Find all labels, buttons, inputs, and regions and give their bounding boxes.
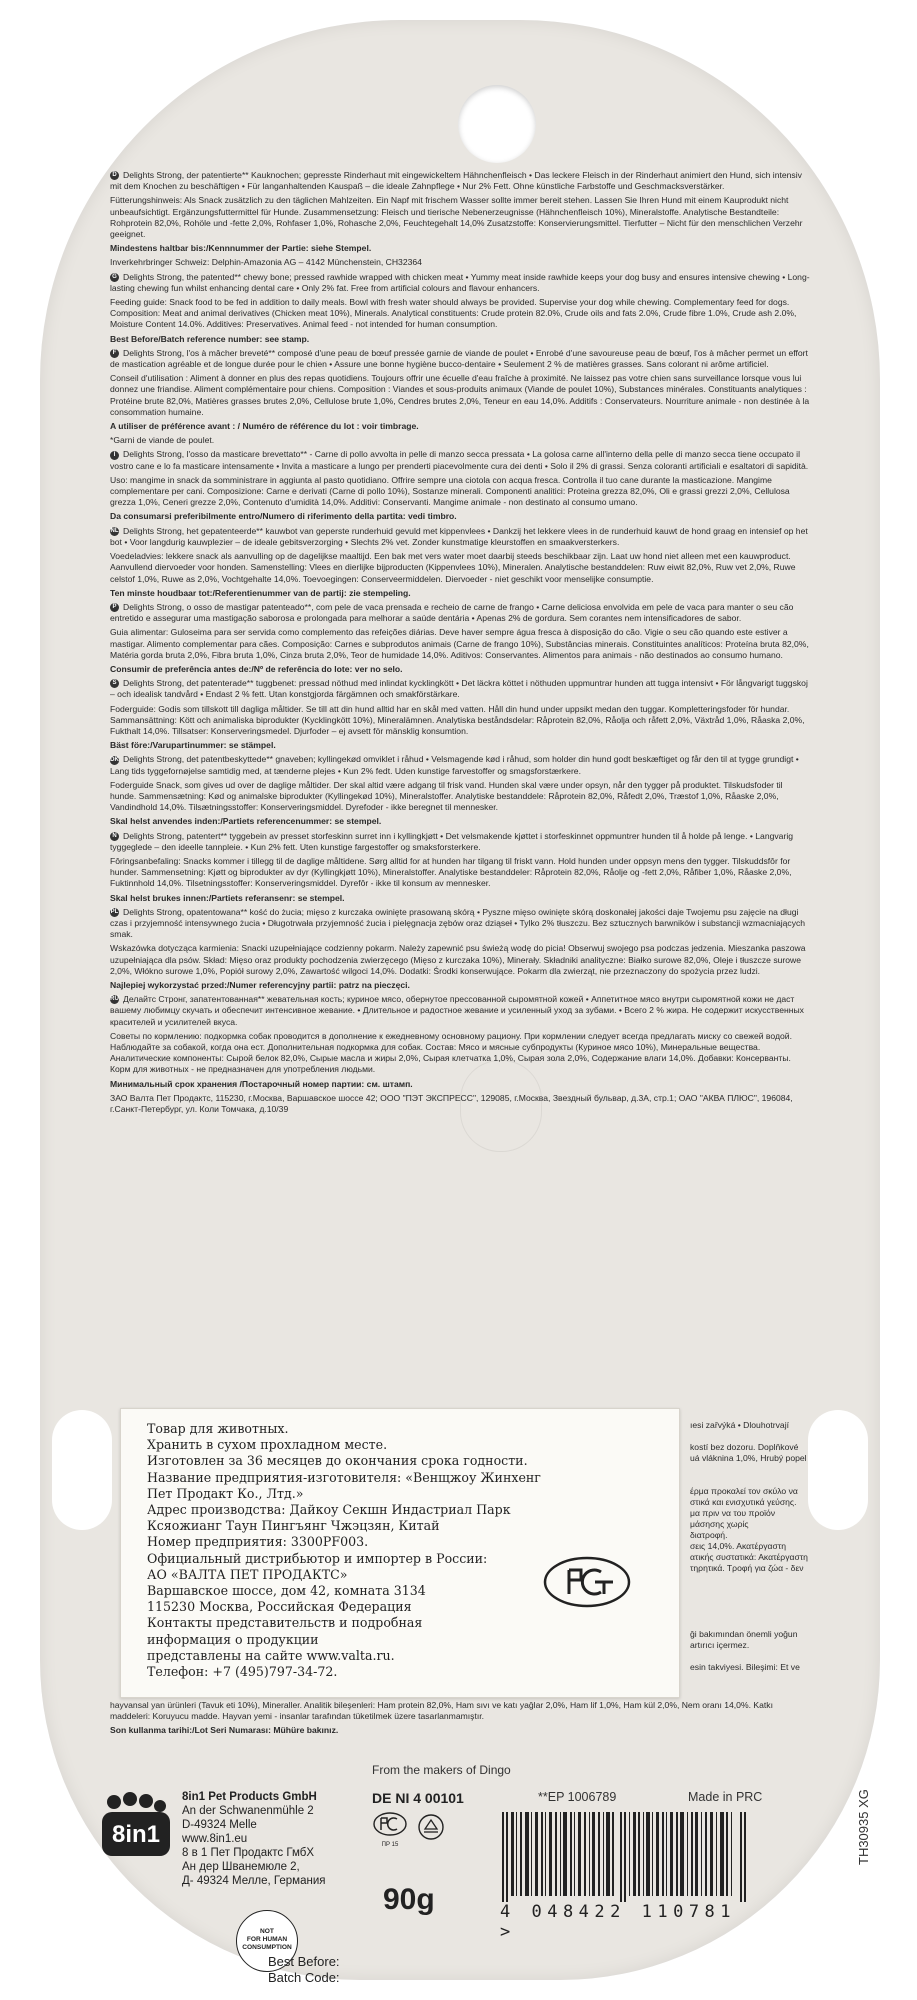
recycle-icon: [416, 1812, 446, 1842]
sticker-line: Адрес производства: Дайкоу Секшн Индастриал Парк: [147, 1502, 511, 1518]
de-intro: D Delights Strong, der patentierte** Kauknochen; gepresste Rinderhaut mit eingewickeltem Hähnchenfleisch • Das leckere Fleisch in der Rinderhaut animiert den Hund, sich intensiv mit dem Knochen zu beschäftigen • Für langanhaltenden Kauspaß – die ideale Zahnpflege • Nur 2% Fett. Ohne künstliche Farbstoffe und Geschmacksverstärker.: [110, 170, 802, 192]
brand-logo-icon: [100, 1792, 172, 1858]
partial-line: διατροφή.: [690, 1530, 728, 1540]
en-feeding: Feeding guide: Snack food to be fed in addition to daily meals. Bowl with fresh water should always be provided. Supervise your dog while chewing. Complementary feed for dogs. Composition: Meat and animal derivatives (Chicken meat 10%), Minerals. Analytical constituents: Crude protein 82.0%, Crude oils and fats 2.0%, Crude fibre 1.0%, Crude ash 2.0%, Moisture Content 14.0%. Additives: Preservatives. Animal feed - not intended for human consumption.: [110, 297, 797, 330]
country-of-origin: Made in PRC: [688, 1790, 763, 1804]
pl-feeding: Wskazówka dotycząca karmienia: Snacki uzupełniające codzienny pokarm. Należy zapewnić psu świeżą wodę do picia! Obserwuj swojego psa podczas jedzenia. Mieszanka paszowa uzupełniająca dla psów. Skład: Mięso oraz produkty pochodzenia zwierzęcego (Mięso z kurczaka 10%), Minerały. Składniki analityczne: Białko surowe 82,0%, Oleje i tłuszcze surowe 2,0%, Włókno surowe 1,0%, Popiół surowy 2,0%, Zawartość wilgoci 14,0%. Dodatki: Środki konserwujące. Pokarm dla zwierząt, nie przeznaczony do spożycia przez ludzi.: [110, 943, 806, 976]
badge-line: FOR HUMAN: [246, 1936, 288, 1944]
company-line: Ан дер Шванемюле 2,: [182, 1861, 300, 1873]
lang-no-icon: N: [110, 832, 119, 841]
company-line: D-49324 Melle: [182, 1819, 257, 1831]
russian-import-sticker: [120, 1408, 680, 1698]
it-feeding: Uso: mangime in snack da somministrare in aggiunta al pasto quotidiano. Offrire sempre una ciotola con acqua fresca. Controlla il tuo cane durante la masticazione. Mangime complementare per cani. Composizione: Carne e derivati (Carne di pollo 10%), Sostanze minerali. Componenti analitici: Proteina grezza 82,0%, Oli e grassi grezzi 2,0%, Cellulosa grezza 1,0%, Ceneri grezze 2,0%, Contenuto d'umidità 14,0%. Additivi: Conservanti. Mangime animale - non destinato al consumo umano.: [110, 474, 790, 508]
no-best-before: Skal helst brukes innen:/Partiets referansenr: se stempel.: [110, 892, 345, 903]
sticker-line: Название предприятия-изготовителя: «Венщжоу Жинхенг: [147, 1469, 541, 1485]
barcode-number: 4 048422 110781 >: [500, 1902, 737, 1942]
sticker-line: Ксяожианг Таун Пингъянг Чжэцзян, Китай: [147, 1518, 440, 1534]
sv-best-before: Bäst före:/Varupartinummer: se stämpel.: [110, 740, 276, 751]
sticker-line: Пет Продакт Ко., Лтд.»: [147, 1485, 304, 1501]
no-intro: N Delights Strong, patentert** tyggebein av presset storfeskinn surret inn i kyllingkjøtt • Det velsmakende kjøttet i storfeskinnet oppmuntrer hunden til å holde på lenge. • Langvarig tyggeglede – den ideelle tannpleie. • Kun 2% fett. Uten kunstige fargestoffer og smaksforsterkere.: [110, 830, 794, 852]
de-feeding: Fütterungshinweis: Als Snack zusätzlich zu den täglichen Mahlzeiten. Ein Napf mit frischem Wasser sollte immer bereit stehen. Lassen Sie Ihren Hund mit einem Kauprodukt nicht unbeaufsichtigt. Ergänzungsfuttermittel für Hunde. Zusammensetzung: Fleisch und tierische Nebenerzeugnisse (Hähnchenfleisch 10%), Mineralstoffe. Analytische Bestandteile: Rohprotein 82,0%, Rohöle und -fette 2,0%, Rohfaser 1,0%, Rohasche 2,0%, Feuchtegehalt 14,0% Zusatzstoffe: Konservierungsmittel. Tierfutter – Nicht für den menschlichen Verzehr geeignet.: [110, 195, 803, 240]
product-code-vertical: TH30935 XG: [856, 1789, 871, 1865]
pt-intro: P Delights Strong, o osso de mastigar patenteado**, com pele de vaca prensada e recheio de carne de frango • Carne deliciosa envolvida em pele de vaca para manter o seu cão entretido e assegurar uma mastigação saborosa e prolongada para melhorar a saúde dentária • Apenas 2% de gordura. Sem corantes nem intensificadores de sabor.: [110, 601, 794, 624]
de-distributor: Inverkehrbringer Schweiz: Delphin-Amazonia AG – 4142 Münchenstein, CH32364: [110, 257, 422, 268]
nl-best-before: Ten minste houdbaar tot:/Referentienummer van de partij: zie stempeling.: [110, 587, 411, 598]
sticker-line: Телефон: +7 (495)797-34-72.: [147, 1664, 338, 1680]
company-line: An der Schwanenmühle 2: [182, 1805, 314, 1817]
badge-line: NOT: [260, 1928, 274, 1935]
sticker-line: Номер предприятия: 3300PF003.: [147, 1534, 369, 1550]
multilingual-text: [110, 170, 810, 1118]
partial-line: ği bakımından önemli yoğun: [690, 1629, 798, 1639]
card-notch-left: [52, 1410, 112, 1530]
en-intro: G Delights Strong, the patented** chewy bone; pressed rawhide wrapped with chicken meat • Yummy meat inside rawhide keeps your dog busy and ensures intensive chewing • Long-lasting chewing fun whilst enhancing dental care • Only 2% fat. Free from artificial colours and flavour enhancers.: [110, 271, 810, 293]
best-before-block: [268, 1954, 340, 1986]
it-best-before: Da consumarsi preferibilmente entro/Numero di riferimento della partita: vedi timbro.: [110, 511, 457, 522]
company-line: 8 в 1 Пет Продактс ГмбХ: [182, 1847, 314, 1859]
pct-mark-text: ПР 15: [381, 1842, 399, 1848]
sticker-line: АО «ВАЛТА ПЕТ ПРОДАКТС»: [147, 1566, 348, 1582]
partial-line: [690, 1574, 810, 1585]
ru-importers: ЗАО Валта Пет Продактс, 115230, г.Москва, Варшавское шоссе 42; ООО "ПЭТ ЭКСПРЕСС", 129085, г.Москва, Звездный бульвар, д.3А, стр.1; ОАО "АКВА ПЛЮС", 196084, г.Санкт-Петербург, ул. Коли Томчака, д.10/39: [110, 1092, 793, 1115]
partial-line: ıesi zařvýká • Dlouhotrvají: [690, 1420, 790, 1430]
lang-sv-icon: S: [110, 679, 119, 688]
batch-code-label: Batch Code:: [268, 1970, 340, 1985]
ean-barcode: [500, 1812, 750, 1902]
partial-text-right: [690, 1420, 810, 1673]
tr-best-before: Son kullanma tarihi:/Lot Seri Numarası: Mühüre bakınız.: [110, 1725, 339, 1736]
lang-fr-icon: F: [110, 349, 119, 358]
sticker-line: информация о продукции: [147, 1631, 319, 1647]
sticker-line: Варшавское шоссе, дом 42, комната 3134: [147, 1583, 426, 1599]
sticker-line: 115230 Москва, Российская Федерация: [147, 1599, 412, 1615]
no-feeding: Fôringsanbefaling: Snacks kommer i tillegg til de daglige måltidene. Sørg alltid for at hunden har tilgang til friskt vann. Hold hunden under oppsyn mens den tygger. Tilskuddsfôr for hunder. Sammensetning: Kjøtt og biprodukter av dyr (Kyllingkjøtt 10%), Mineralstoffer. Analytiske bestanddeler: Råprotein 82,0%, Råolje og -fett 2,0%, Råfiber 1,0%, Råaske 2,0%, Fuktinnhold 14,0%. Tilsetningsstoffer: Konserveringsmiddel. Dyrefôr - ikke til konsum av mennesker.: [110, 855, 792, 889]
partial-line: [690, 1585, 810, 1596]
partial-line: έρμα προκαλεί τον σκύλο να: [690, 1486, 798, 1496]
lang-de-icon: D: [110, 171, 119, 180]
partial-line: [690, 1431, 810, 1442]
pct-certification-icon: [541, 1554, 633, 1610]
company-line: Д- 49324 Мелле, Германия: [182, 1875, 326, 1887]
lang-pl-icon: PL: [110, 909, 119, 916]
partial-line: στικά και ενισχυτικά γεύσης.: [690, 1497, 797, 1507]
partial-line: uá vláknina 1,0%, Hrubý popel: [690, 1453, 807, 1463]
partial-line: ατικής συστατικά: Ακατέργαστη: [690, 1552, 808, 1562]
pl-intro: PL Delights Strong, opatentowana** kość do żucia; mięso z kurczaka owinięte prasowaną skórą • Pyszne mięso owinięte skórą doskonałej jakości daje Twojemu psu zajęcie na długi czas i przyjemność intensywnego żucia • Długotrwała przyjemność żucia i pielęgnacja zębów oraz dziąseł • Tylko 2% tłuszczu. Bez sztucznych barwników i substancji wzmacniających smak.: [110, 906, 806, 940]
tr-analysis: hayvansal yan ürünleri (Tavuk eti 10%), Mineraller. Analitik bileşenleri: Ham protein 82,0%, Ham sıvı ve katı yağlar 2,0%, Ham lif 1,0%, Ham kül 2,0%, Nem oranı 14,0%. Katkı maddeleri: Koruyucu madde. Hayvan yemi - insanlar tarafından tüketilmek üzere tasarlanmamıştır.: [110, 1700, 773, 1722]
eu-approval-code: DE NI 4 00101: [372, 1790, 464, 1806]
makers-note: From the makers of Dingo: [372, 1763, 511, 1777]
pt-best-before: Consumir de preferência antes de:/Nº de referência do lote: ver no selo.: [110, 663, 403, 674]
pl-best-before: Najlepiej wykorzystać przed:/Numer referencyjny partii: patrz na pieczęci.: [110, 980, 410, 990]
sticker-line: Изготовлен за 36 месяцев до окончания срока годности.: [147, 1453, 528, 1469]
ru-intro: RU Делайтс Стронг, запатентованная** жевательная кость; куриное мясо, обернутое прессованной сыромятной кожей • Аппетитное мясо внутри сыромятной кожи не даст вашему любимцу скучать и обеспечит интенсивное жевание. • Длительное и радостное жевание и усиленный уход за зубами. • Всего 2 % жира. Не содержит искусственных красителей и усилителей вкуса.: [110, 994, 804, 1027]
company-website: www.8in1.eu: [182, 1833, 248, 1845]
sticker-line: представлены на сайте www.valta.ru.: [147, 1647, 395, 1663]
company-name: 8in1 Pet Products GmbH: [182, 1791, 317, 1803]
fr-feeding: Conseil d'utilisation : Aliment à donner en plus des repas quotidiens. Toujours offrir une écuelle d'eau fraîche à proximité. Ne laissez pas votre chien sans surveillance lorsque vous lui donnez une friandise. Aliment complémentaire pour chiens. Composition : Viandes et sous-produits animaux (Viande de poulet 10%), Substances minérales. Constituants analytiques : Protéine brute 82,0%, Matières grasses brutes 2,0%, Cellulose brute 1,0%, Cendres brutes 2,0%, Teneur en eau 14,0%. Additifs : Conservateurs. Nourriture animale - non destinée à la consommation humaine.: [110, 373, 810, 417]
sticker-line: Контакты представительств и подробная: [147, 1615, 423, 1631]
ru-feeding: Советы по кормлению: подкормка собак проводится в дополнение к ежедневному основному рациону. При кормлении следует всегда предлагать миску со свежей водой. Наблюдайте за собакой, когда она ест. Дополнительная подкормка для собак. Состав: Мясо и мясные субпродукты (Куриное мясо 10%), Минеральные вещества. Аналитические компоненты: Сырой белок 82,0%, Сырые масла и жиры 2,0%, Сырая клетчатка 1,0%, Сырая зола 2,0%, Содержание влаги 14,0%. Добавки: Консерванты. Корм для животных - не предназначен для употребления людьми.: [110, 1030, 792, 1075]
net-weight: 90g: [383, 1883, 435, 1916]
sv-feeding: Foderguide: Godis som tillskott till dagliga måltider. Se till att din hund alltid har en skål med vatten. Håll din hund under uppsikt medan den tuggar. Kompletteringsfoder för hundar. Sammansättning: Kött och animaliska biprodukter (Kycklingkött 10%), Mineralämnen. Analytiska beståndsdelar: Råprotein 82,0%, Råolja och råfett 2,0%, Växtråd 1,0%, Råaska 2,0%, Fukthalt 14,0%. Tillsatser: Konserveringsmedel. Djurfoder – ej avsett för mänsklig konsumtion.: [110, 703, 805, 736]
partial-line: [690, 1651, 810, 1662]
partial-line: τηρητικά. Τροφή για ζώα - δεν: [690, 1563, 804, 1573]
lang-ru-icon: RU: [110, 996, 119, 1003]
manufacturer-address: [182, 1790, 325, 1888]
en-best-before: Best Before/Batch reference number: see stamp.: [110, 333, 310, 344]
de-best-before: Mindestens haltbar bis:/Kennnummer der Partie: siehe Stempel.: [110, 243, 372, 254]
card-notch-right: [808, 1410, 868, 1530]
lang-en-icon: G: [110, 273, 119, 282]
hang-hole: [458, 85, 536, 163]
sv-intro: S Delights Strong, det patenterade** tuggbenet: pressad nöthud med inlindat kycklingkött • Det läckra köttet i nöthuden uppmuntrar hunden att tugga intensivt • För långvarigt tuggskoj – och idealisk tandvård • Endast 2 % fett. Utan konstgjorda färgämnen och smakförstärkare.: [110, 678, 808, 700]
partial-line: [690, 1607, 810, 1618]
partial-line: [690, 1596, 810, 1607]
partial-line: [690, 1618, 810, 1629]
lang-nl-icon: NL: [110, 527, 119, 534]
fr-note: *Garni de viande de poulet.: [110, 435, 215, 446]
partial-line: artırıcı içermez.: [690, 1640, 750, 1650]
patent-number: **EP 1006789: [538, 1790, 617, 1804]
sticker-line: Товар для животных.: [147, 1421, 289, 1436]
partial-line: [690, 1464, 810, 1475]
pct-mark-icon: [372, 1810, 408, 1850]
ru-best-before: Минимальный срок хранения /Постарочный номер партии: см. штамп.: [110, 1078, 413, 1089]
da-feeding: Foderguide Snack, som gives ud over de daglige måltider. Der skal altid være adgang til frisk vand. Hunden skal være under opsyn, når den tygger på produktet. Tilskudsfoder til hunde. Sammensætning: Kød og animalske biprodukter (Kyllingekød 10%), Mineralstoffer. Analytiske bestanddele: Råprotein 82,0%, Råfedt 2,0%, Træstof 1,0%, Råaske 2,0%, Vandindhold 14,0%. Tilsætningsstoffer: Konserveringsmiddel. Dyrefoder - ikke beregnet til mennesker.: [110, 779, 783, 813]
sticker-line: Хранить в сухом прохладном месте.: [147, 1437, 388, 1453]
partial-line: kostí bez dozoru. Doplňkové: [690, 1442, 799, 1452]
it-intro: I Delights Strong, l'osso da masticare brevettato** - Carne di pollo avvolta in pelle di manzo secca pressata • La golosa carne all'interno della pelle di manzo secca tiene occupato il vostro cane e lo fa masticare intensamente • Invita a masticare a lungo per prenderti piacevolmente cura dei denti • Solo il 2% di grassi. Senza coloranti artificiali e esaltatori di sapidità.: [110, 449, 809, 471]
fr-best-before: A utiliser de préférence avant : / Numéro de référence du lot : voir timbrage.: [110, 421, 419, 432]
da-intro: DK Delights Strong, det patentbeskyttede** gnaveben; kyllingekød omviklet i råhud • Velsmagende kød i råhud, som holder din hund godt beskæftiget og får den til at tygge grundigt • Lang tids tyggefornøjelse samtidig med, at tænderne plejes • Kun 2% fedt. Uden kunstige farvestoffer og smagsforstærkere.: [110, 754, 799, 776]
turkish-text: [110, 1700, 810, 1740]
da-best-before: Skal helst anvendes inden:/Partiets referencenummer: se stempel.: [110, 816, 382, 827]
partial-line: [690, 1475, 810, 1486]
nl-feeding: Voedeladvies: lekkere snack als aanvulling op de dagelijkse maaltijd. Een bak met vers water moet daarbij steeds beschikbaar zijn. Laat uw hond niet alleen met een kauwproduct. Aanvullend diervoeder voor honden. Samenstelling: Vlees en dierlijke bijproducten (Kippenvlees 10%), Mineralen. Analytische bestanddelen: Ruw eiwit 82,0%, Ruw vet 2,0%, Ruwe celstof 1,0%, Ruwe as 2,0%, Vochtgehalte 14,0%. Toevoegingen: Conserveermiddelen. Diervoeder - niet geschikt voor menselijke consumptie.: [110, 551, 796, 584]
lang-da-icon: DK: [110, 756, 119, 763]
lang-it-icon: I: [110, 451, 119, 460]
partial-line: esin takviyesi. Bileşimi: Et ve: [690, 1662, 800, 1672]
partial-line: σεις 14,0%. Ακατέργαστη: [690, 1541, 786, 1551]
sticker-line: Официальный дистрибьютор и импортер в России:: [147, 1550, 488, 1566]
partial-line: μα πριν να του προϊόν μάσησης χωρίς: [690, 1508, 776, 1529]
nl-intro: NL Delights Strong, het gepatenteerde** kauwbot van geperste runderhuid gevuld met kippenvlees • Dankzij het lekkere vlees in de runderhuid kauwt de hond graag en intensief op het bot • Voor langdurig kauwplezier – de ideale gebitsverzorging • Slechts 2% vet. Zonder kunstmatige kleurstoffen en smaakversterkers.: [110, 525, 808, 547]
fr-intro: F Delights Strong, l'os à mâcher breveté** composé d'une peau de bœuf pressée garnie de viande de poulet • Enrobé d'une savoureuse peau de bœuf, l'os à mâcher permet un effort de mastication agréable et de longue durée pour le chien • Assure une bonne hygiène bucco-dentaire • Seulement 2 % de matières grasses. Sans colorant ni arôme artificiel.: [110, 347, 808, 370]
best-before-label: Best Before:: [268, 1954, 340, 1969]
brand-logo-text: 8in1: [111, 1821, 161, 1848]
pt-feeding: Guia alimentar: Guloseima para ser servida como complemento das refeições diárias. Deve haver sempre água fresca à disposição do cão. Vigie o seu cão quando este estiver a mastigar. Alimento complementar para cães. Composição: Carnes e subprodutos animais (Carne de frango 10%), Substâncias minerais. Constituintes analíticos: Proteína bruta 82,0%, Matéria gorda bruta 2,0%, Fibra bruta 1,0%, Cinza bruta 2,0%, Teor de humidade 14,0%. Aditivos: Conservantes. Alimentos para animais - não destinados ao consumo humano.: [110, 627, 809, 660]
lang-pt-icon: P: [110, 603, 119, 612]
badge-line: CONSUMPTION: [242, 1944, 292, 1952]
